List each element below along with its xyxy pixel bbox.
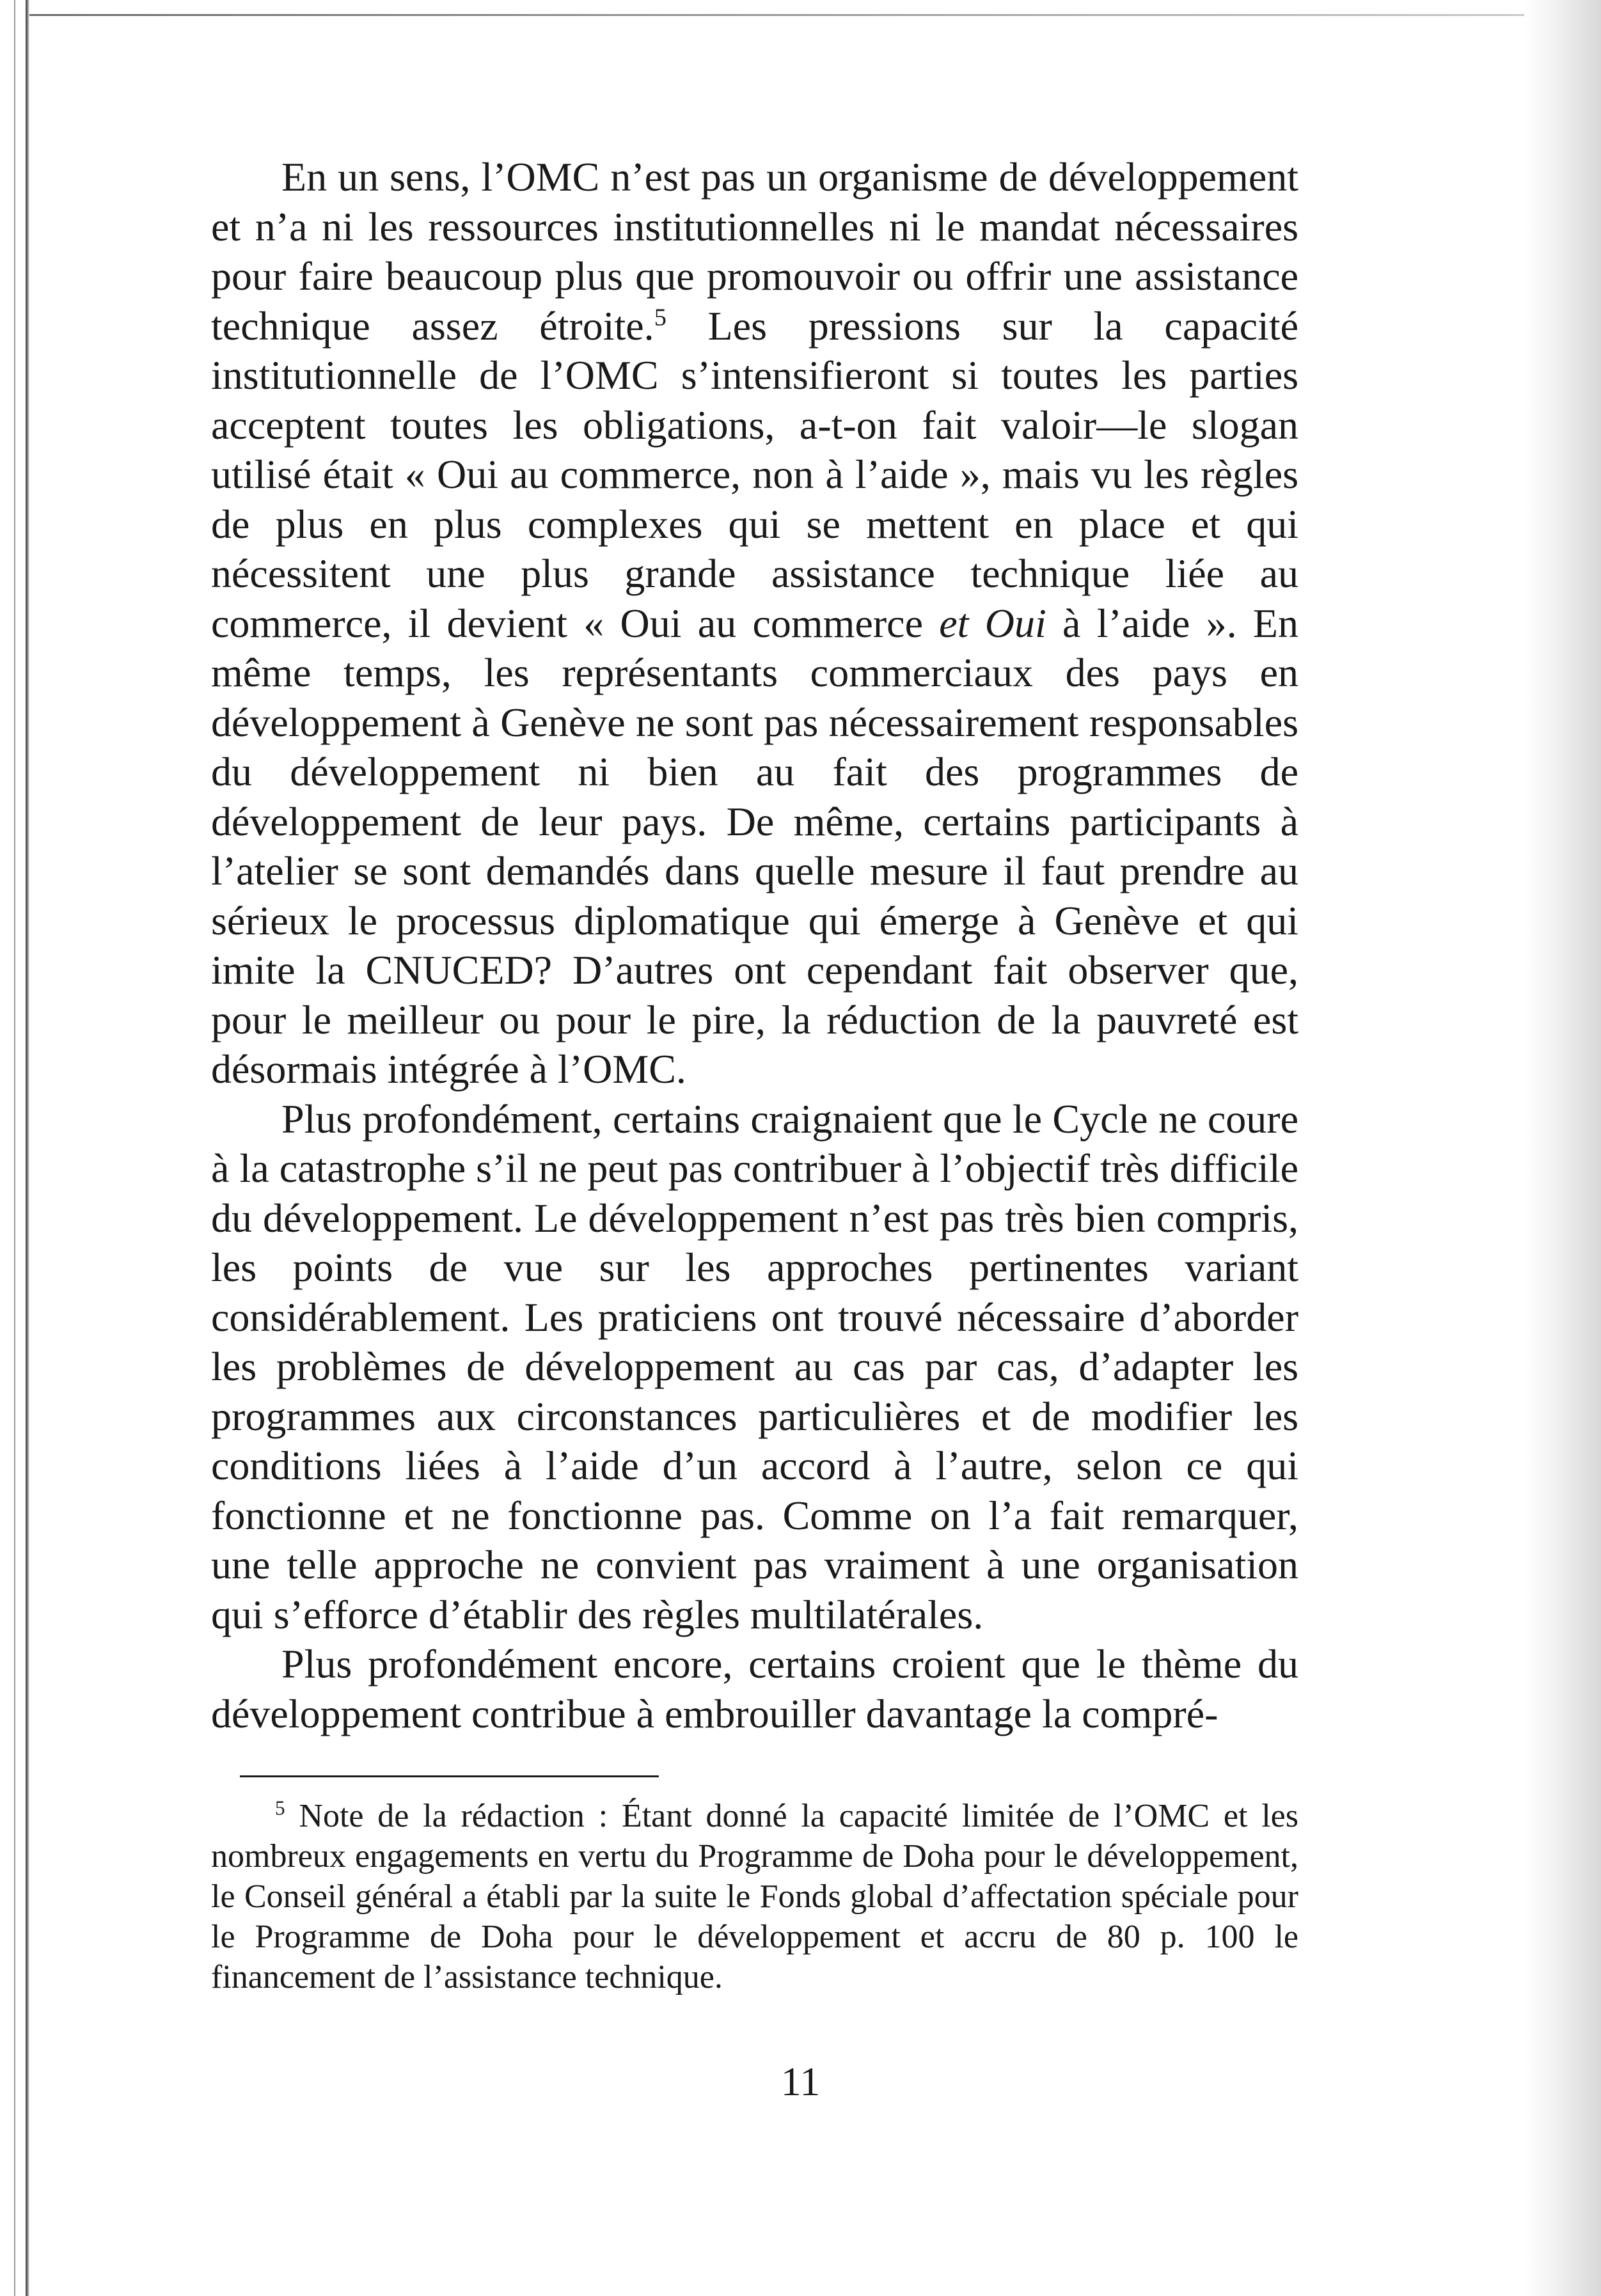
footnote xyxy=(211,1796,1298,1997)
body-text xyxy=(211,152,1298,1738)
paragraph-1-italic: et Oui xyxy=(939,600,1046,646)
footnote-marker: 5 xyxy=(275,1797,285,1820)
paragraph-2: Plus profondément, certains craignaient que le Cycle ne coure à la catastrophe s’il ne peut pas contribuer à l’objectif très difficile du développement. Le développement n’est pas très bien compris, les points de vue sur les approches pertinentes variant considérablement. Les praticiens ont trouvé nécessaire d’aborder les problèmes de développement au cas par cas, d’adapter les programmes aux circonstances particulières et de modifier les conditions liées à l’aide d’un accord à l’autre, selon ce qui fonctionne et ne fonctionne pas. Comme on l’a fait remarquer, une telle approche ne convient pas vraiment à une organisation qui s’efforce d’établir des règles multilatérales. xyxy=(211,1096,1298,1637)
footnote-paragraph xyxy=(211,1796,1298,1997)
paragraph-1-text-b: Les pressions sur la capacité institutionnelle de l’OMC s’intensifieront si toutes les parties acceptent toutes les obligations, a-t-on fait valoir—le slogan utilisé était « Oui au commerce, non à l’aide », mais vu les règles de plus en plus complexes qui se mettent en place et qui nécessitent une plus grande assistance technique liée au commerce, il devient « Oui au commerce xyxy=(211,303,1299,646)
scan-edge-top xyxy=(29,14,1526,16)
paragraph-1-text-a: En un sens, l’OMC n’est pas un organisme de développement et n’a ni les ressources institutionnelles ni le mandat nécessaires pour faire beaucoup plus que promouvoir ou offrir une assistance technique assez étroite. xyxy=(211,154,1298,349)
paragraph-1-text-c: à l’aide ». En même temps, les représentants commerciaux des pays en développement à Genève ne sont pas nécessairement responsables du développement ni bien au fait des programmes de développement de leur pays. De même, certains participants à l’atelier se sont demandés dans quelle mesure il faut prendre au sérieux le processus diplomatique qui émerge à Genève et qui imite la CNUCED? D’autres ont cependant fait observer que, pour le meilleur ou pour le pire, la réduction de la pauvreté est désormais intégrée à l’OMC. xyxy=(211,600,1299,1092)
footnote-divider xyxy=(240,1775,659,1777)
page-number: 11 xyxy=(780,2059,821,2104)
footnote-reference: 5 xyxy=(654,304,666,331)
scan-edge-left xyxy=(26,0,29,2296)
scan-edge-right xyxy=(1524,0,1601,2296)
paragraph-1 xyxy=(211,152,1298,1094)
paragraph-3: Plus profondément encore, certains croient que le thème du développement contribue à embrouiller davantage la compré- xyxy=(211,1641,1298,1736)
scan-edge-left-thin xyxy=(14,0,15,2296)
footnote-text: Note de la rédaction : Étant donné la capacité limitée de l’OMC et les nombreux engagements en vertu du Programme de Doha pour le développement, le Conseil général a établi par la suite le Fonds global d’affectation spéciale pour le Programme de Doha pour le développement et accru de 80 p. 100 le financement de l’assistance technique. xyxy=(211,1798,1298,1995)
